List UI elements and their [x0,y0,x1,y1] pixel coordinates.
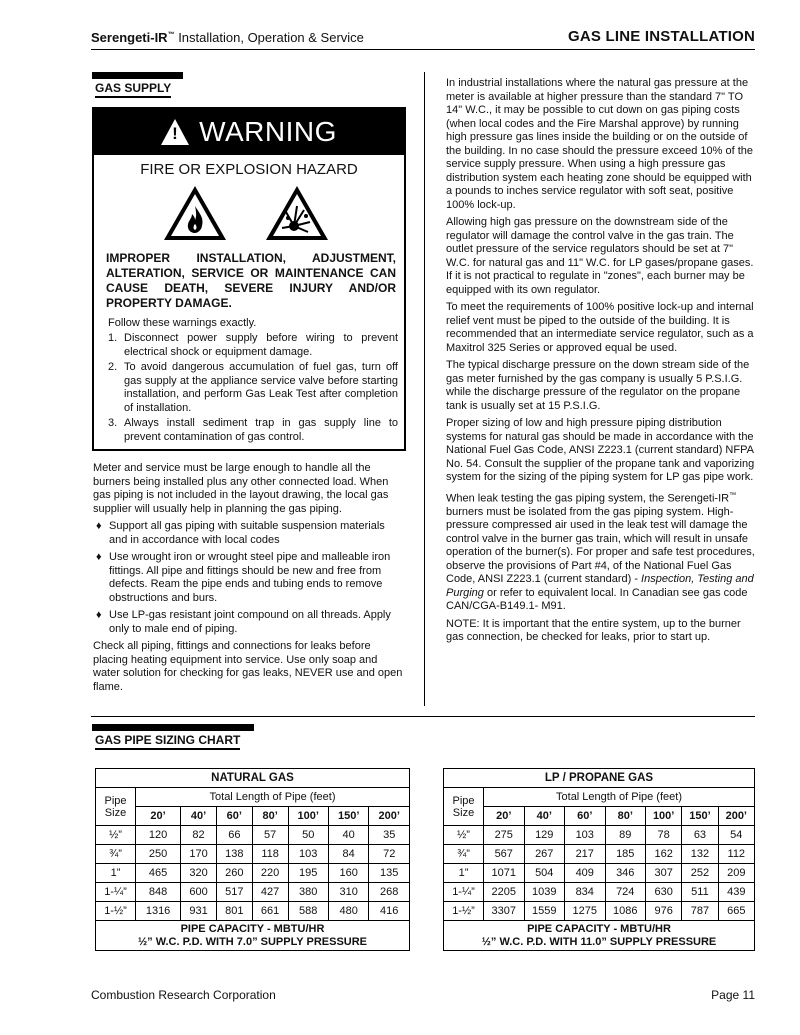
warning-item: 1. Disconnect power supply before wiring to prevent electrical shock or equipment damage. [108,332,398,358]
table-row: 1-½” 3307 1559 1275 1086 976 787 665 [444,902,755,921]
warning-item: 3. Always install sediment trap in gas supply line to prevent contamination of gas control. [108,417,398,443]
length-col: 60’ [216,807,252,826]
length-col: 80’ [252,807,288,826]
length-col: 100’ [646,807,682,826]
length-col: 80’ [605,807,646,826]
section-tag-bar [92,72,183,79]
brand-name: Serengeti-IR [91,30,168,45]
bullet-list [93,520,405,636]
warning-follow-text: Follow these warnings exactly. [108,317,257,329]
length-col: 40’ [524,807,565,826]
length-header: Total Length of Pipe (feet) [484,788,755,807]
table-title: NATURAL GAS [96,769,410,788]
length-col: 150’ [328,807,368,826]
paragraph: In industrial installations where the natural gas pressure at the meter is available at higher pressure than the standard 7" TO 14" W.C., it may be possible to cut down on gas piping costs (when local codes and the Fire Marshal approve) by running high pressure gas lines inside the building or on the outside of the building. In no case should the pressure exceed 10% of the service supply pressure. When using a high pressure gas distribution system each heating zone should be equipped with a pounds to inches service regulator with soft seat, positive 100% lock-up. [446,77,753,211]
table-row: 1-¼” 848 600 517 427 380 310 268 [96,883,410,902]
warning-header [94,109,404,155]
table-row: 1-¼” 2205 1039 834 724 630 511 439 [444,883,755,902]
length-col: 60’ [565,807,606,826]
paragraph: Check all piping, fittings and connections for leaks before placing heating equipment into service. Use only soap and water solution for checking for gas leaks, NEVER use and open flame. [93,640,403,693]
table-footer: PIPE CAPACITY - MBTU/HR ½” W.C. P.D. WITH 7.0” SUPPLY PRESSURE [96,921,410,951]
paragraph: Proper sizing of low and high pressure piping distribution systems for natural gas should be made in accordance with the National Fuel Gas Code, ANSI Z223.1 (current standard) NFPA No. 54. Consult the supplier of the propane tank and vaporizing system for the sizing of the piping system for LP gas pipe work. [446,417,755,483]
gas-supply-heading: GAS SUPPLY [95,81,171,98]
diamond-bullet-icon: ♦ [96,609,102,621]
warning-statement: IMPROPER INSTALLATION, ADJUSTMENT, ALTERATION, SERVICE OR MAINTENANCE CAN CAUSE DEATH, SEVERE INJURY AND/OR PROPERTY DAMAGE. [106,251,396,310]
bullet-item: ♦ Support all gas piping with suitable suspension materials and in accordance with local codes [93,520,405,547]
diamond-bullet-icon: ♦ [96,520,102,532]
hazard-title: FIRE OR EXPLOSION HAZARD [140,161,358,178]
warning-triangle-icon: ! [161,119,189,145]
note-paragraph: NOTE: It is important that the entire system, up to the burner gas connection, be checked for leaks, prior to start up. [446,617,741,644]
natural-gas-table [95,768,410,951]
bullet-item: ♦ Use wrought iron or wrought steel pipe and malleable iron fittings. All pipe and fittings should be new and free from defects. Ream the pipe ends and tubing ends to remove obstructions and burs. [93,551,405,605]
table-row: ¾” 567 267 217 185 162 132 112 [444,845,755,864]
section-title: GAS LINE INSTALLATION [568,28,755,45]
right-column [446,77,758,649]
section-tag-bar [92,724,254,731]
warning-item: 2. To avoid dangerous accumulation of fuel gas, turn off gas supply at the appliance service valve before starting installation, and perform Gas Leak Test after completion of installation. [108,361,398,414]
page-number: Page 11 [711,988,755,1002]
left-column [93,462,405,698]
paragraph: Meter and service must be large enough to handle all the burners being installed plus any other connected load. When gas piping is not included in the layout drawing, the local gas supplier will usually help in planning the gas piping. [93,462,389,515]
header-title [91,30,364,45]
warning-list [108,332,398,446]
length-col: 20’ [484,807,525,826]
fire-hazard-icon [162,184,228,242]
table-row: 1” 1071 504 409 346 307 252 209 [444,864,755,883]
length-header: Total Length of Pipe (feet) [136,788,410,807]
lp-propane-table [443,768,755,951]
table-row: ¾” 250 170 138 118 103 84 72 [96,845,410,864]
length-col: 200’ [369,807,410,826]
length-col: 150’ [682,807,718,826]
table-row: ½” 120 82 66 57 50 40 35 [96,826,410,845]
header-subtitle: Installation, Operation & Service [174,30,364,45]
table-row: ½” 275 129 103 89 78 63 54 [444,826,755,845]
table-title: LP / PROPANE GAS [444,769,755,788]
page-header [91,28,755,50]
sizing-chart-heading: GAS PIPE SIZING CHART [95,733,240,750]
pipe-size-header: Pipe Size [444,788,484,826]
trademark: ™ [167,31,175,39]
paragraph: Allowing high gas pressure on the downstream side of the regulator will damage the control valve in the gas train. The outlet pressure of the service regulators should be set at 7" W.C. for natural gas and 11" W.C. for LP gases/propane gases. If it is not practical to regulate in "zones", each burner may be equipped with its own regulator. [446,216,754,296]
paragraph: The typical discharge pressure on the down stream side of the gas meter furnished by the gas company is usually 5 P.S.I.G. while the discharge pressure of the regulator on the propane tank is usually set at 15 P.S.I.G. [446,359,750,412]
pipe-size-header: Pipe Size [96,788,136,826]
footer-company: Combustion Research Corporation [91,988,276,1002]
section-divider [91,716,755,717]
explosion-hazard-icon [264,184,330,242]
warning-title: WARNING [199,116,337,147]
warning-box [92,107,406,451]
bullet-item: ♦ Use LP-gas resistant joint compound on all threads. Apply only to male end of piping. [93,609,405,636]
column-divider [424,72,425,706]
length-col: 200’ [718,807,754,826]
table-row: 1-½” 1316 931 801 661 588 480 416 [96,902,410,921]
length-col: 100’ [288,807,328,826]
length-col: 40’ [181,807,217,826]
paragraph: To meet the requirements of 100% positive lock-up and internal relief vent must be piped to the outside of the building. It is recommended that an intermediate service regulator, such as a Maxitrol 325 Series or approved equal be used. [446,301,754,354]
length-col: 20’ [136,807,181,826]
table-row: 1” 465 320 260 220 195 160 135 [96,864,410,883]
leak-test-paragraph: When leak testing the gas piping system, the Serengeti-IR™ burners must be isolated from the gas piping system. High-pressure compressed air used in the leak test will damage the control valve in the burner gas train, which will result in unsafe operation of the burner(s). For proper and safe test procedures, observe the provisions of Part #4, of the National Fuel Gas Code, ANSI Z223.1 (current standard) - Inspection, Testing and Purging or refer to equivalent local. In Canadian see gas code CAN/CGA-B149.1- M91. [446,491,755,613]
table-footer: PIPE CAPACITY - MBTU/HR ½” W.C. P.D. WITH 11.0” SUPPLY PRESSURE [444,921,755,951]
diamond-bullet-icon: ♦ [96,551,102,563]
